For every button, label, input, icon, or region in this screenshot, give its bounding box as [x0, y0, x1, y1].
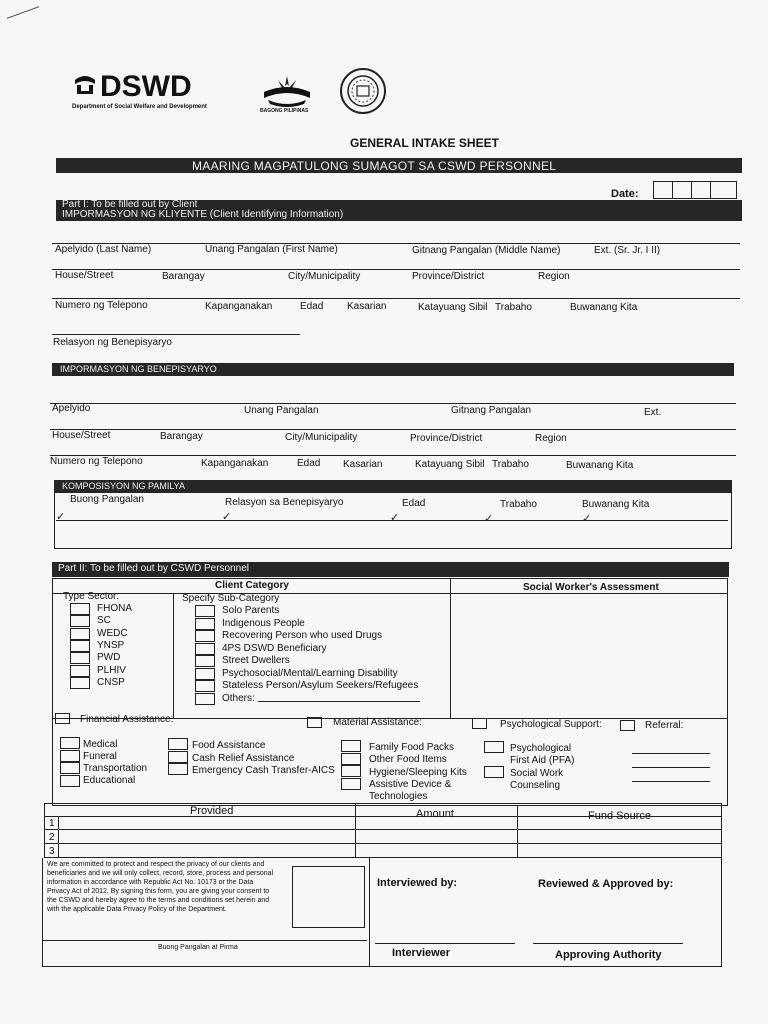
subcategory-6-label: Stateless Person/Asylum Seekers/Refugees — [222, 680, 419, 691]
family-income-header: Buwanang Kita — [582, 499, 650, 510]
sector-sc-label: SC — [97, 615, 111, 627]
date-box-4[interactable] — [710, 181, 737, 199]
subcategory-0-label: Solo Parents — [222, 605, 280, 616]
assist-banner-text: MAARING MAGPATULONG SUMAGOT SA CSWD PERSONNEL — [192, 159, 557, 173]
psych-item-2-checkbox[interactable] — [484, 766, 504, 778]
material-item-2-checkbox[interactable] — [341, 765, 361, 777]
beneficiary-occupation-label: Trabaho — [492, 459, 529, 470]
family-title: KOMPOSISYON NG PAMILYA — [62, 481, 186, 491]
material-item-1-checkbox[interactable] — [341, 753, 361, 765]
beneficiary-name-line[interactable] — [50, 403, 736, 404]
beneficiary-age-label: Edad — [297, 458, 321, 469]
client-birthdate-label: Kapanganakan — [205, 301, 273, 312]
type-sector-label: Type Sector: — [63, 591, 120, 602]
psychological-support-label: Psychological Support: — [500, 719, 602, 730]
client-address-line[interactable] — [52, 269, 740, 270]
part1-label: Part I: To be filled out by Client — [62, 200, 198, 210]
client-first-name-label: Unang Pangalan (First Name) — [205, 244, 338, 255]
part1-bar — [56, 200, 742, 221]
interviewed-by-label: Interviewed by: — [377, 877, 458, 889]
assist-banner — [56, 158, 742, 173]
beneficiary-birthdate-label: Kapanganakan — [201, 458, 269, 469]
client-occupation-label: Trabaho — [495, 302, 532, 313]
form-title: GENERAL INTAKE SHEET — [350, 136, 499, 150]
material-assistance-checkbox[interactable] — [307, 717, 322, 728]
interviewer-sign-line[interactable] — [375, 943, 515, 944]
social-worker-heading: Social Worker's Assessment — [523, 582, 659, 593]
food-item-1-label: Cash Relief Assistance — [192, 752, 295, 764]
psych-item-0-checkbox[interactable] — [484, 741, 504, 753]
beneficiary-province-label: Province/District — [410, 433, 483, 444]
food-item-1-checkbox[interactable] — [168, 751, 188, 763]
material-item-0-checkbox[interactable] — [341, 740, 361, 752]
subcategory-4-checkbox[interactable] — [195, 655, 215, 667]
category-header-line — [52, 593, 728, 594]
beneficiary-barangay-label: Barangay — [160, 431, 203, 442]
material-item-0-label: Family Food Packs — [369, 742, 455, 753]
subcategory-3-label: 4PS DSWD Beneficiary — [222, 642, 327, 654]
others-line[interactable] — [258, 701, 420, 702]
financial-assistance-label: Financial Assistance: — [80, 714, 174, 725]
sector-wedc-label: WEDC — [97, 627, 128, 639]
bagong-pilipinas-icon — [258, 74, 316, 108]
family-name-header: Buong Pangalan — [70, 494, 144, 505]
client-region-label: Region — [538, 271, 570, 282]
city-seal-icon — [334, 66, 392, 116]
family-relation-header: Relasyon sa Benepisyaryo — [225, 497, 344, 508]
bagong-pilipinas-text: BAGONG PILIPINAS — [260, 108, 309, 114]
subcategory-4-label: Street Dwellers — [222, 655, 290, 666]
beneficiary-last-name-label: Apelyido — [52, 403, 91, 414]
client-name-line[interactable] — [52, 243, 740, 244]
beneficiary-phone-label: Numero ng Telepono — [50, 456, 143, 467]
subcategory-1-checkbox[interactable] — [195, 618, 215, 630]
client-civil-status-label: Katayuang Sibil — [418, 302, 488, 313]
part2-bar — [52, 562, 729, 577]
approver-sign-line[interactable] — [533, 943, 683, 944]
row-number-1: 1 — [49, 818, 55, 829]
financial-item-1-label: Funeral — [83, 751, 117, 762]
subcategory-7-checkbox[interactable] — [195, 693, 215, 705]
date-box-3[interactable] — [691, 181, 711, 199]
sector-fhona-checkbox[interactable] — [70, 603, 90, 615]
referral-label: Referral: — [645, 720, 684, 731]
date-box-1[interactable] — [653, 181, 673, 199]
referral-checkbox[interactable] — [620, 720, 635, 731]
tick-mark-icon: ✓ — [484, 513, 494, 525]
scan-mark — [7, 6, 39, 19]
category-divider — [450, 578, 451, 718]
sector-pwd-label: PWD — [97, 652, 121, 664]
financial-item-2-checkbox[interactable] — [60, 762, 80, 774]
sector-cnsp-checkbox[interactable] — [70, 677, 90, 689]
subcategory-5-checkbox[interactable] — [195, 668, 215, 680]
material-item-4-label: Technologies — [369, 791, 428, 803]
client-age-label: Edad — [300, 301, 324, 312]
sector-fhona-label: FHONA — [97, 603, 132, 614]
sector-sc-checkbox[interactable] — [70, 615, 90, 627]
psych-item-2-label: Social Work — [510, 767, 564, 779]
beneficiary-personal-line[interactable] — [50, 455, 736, 456]
beneficiary-civil-status-label: Katayuang Sibil — [415, 459, 485, 470]
referral-line-2[interactable] — [632, 767, 710, 768]
food-item-0-checkbox[interactable] — [168, 738, 188, 750]
footer-divider — [369, 858, 370, 966]
part1-section-title: IMPORMASYON NG KLIYENTE (Client Identifying Information) — [62, 209, 344, 220]
client-sex-label: Kasarian — [347, 301, 387, 312]
client-relation-line[interactable] — [52, 334, 300, 335]
financial-item-2-label: Transportation — [83, 763, 148, 774]
beneficiary-title: IMPORMASYON NG BENEPISYARYO — [60, 364, 217, 374]
signature-line[interactable] — [42, 940, 367, 941]
financial-item-0-label: Medical — [83, 739, 118, 750]
row-number-3: 3 — [49, 846, 55, 857]
bagong-pilipinas-logo — [258, 74, 316, 114]
material-item-1-label: Other Food Items — [369, 754, 447, 766]
subcategory-1-label: Indigenous People — [222, 617, 305, 629]
row-number-2: 2 — [49, 832, 55, 843]
psychological-support-checkbox[interactable] — [472, 718, 487, 729]
beneficiary-ext-label: Ext. — [644, 407, 662, 418]
financial-assistance-checkbox[interactable] — [55, 713, 70, 724]
subcategory-2-label: Recovering Person who used Drugs — [222, 630, 383, 641]
family-occupation-header: Trabaho — [500, 499, 537, 510]
photo-box[interactable] — [292, 866, 365, 928]
provided-header: Provided — [190, 805, 234, 817]
psych-item-3-label: Counseling — [510, 779, 561, 791]
material-item-3-label: Assistive Device & — [369, 778, 452, 790]
dswd-emblem-icon — [72, 74, 98, 100]
sector-cnsp-label: CNSP — [97, 676, 125, 688]
tick-mark-icon: ✓ — [56, 511, 66, 523]
client-last-name-label: Apelyido (Last Name) — [55, 244, 152, 255]
provided-col-divider — [355, 803, 356, 858]
client-income-label: Buwanang Kita — [570, 302, 638, 313]
financial-item-0-checkbox[interactable] — [60, 737, 80, 749]
material-item-2-label: Hygiene/Sleeping Kits — [369, 766, 467, 778]
food-item-2-checkbox[interactable] — [168, 763, 188, 775]
beneficiary-region-label: Region — [535, 433, 567, 444]
tick-mark-icon: ✓ — [390, 512, 400, 524]
client-ext-label: Ext. (Sr. Jr. I II) — [594, 245, 661, 256]
financial-item-1-checkbox[interactable] — [60, 750, 80, 762]
financial-item-3-label: Educational — [83, 775, 136, 786]
client-relation-label: Relasyon ng Benepisyaryo — [53, 337, 172, 348]
subcategory-5-label: Psychosocial/Mental/Learning Disability — [222, 667, 398, 679]
material-item-3-checkbox[interactable] — [341, 778, 361, 790]
interviewer-label: Interviewer — [392, 947, 451, 959]
client-province-label: Province/District — [412, 271, 485, 282]
food-item-0-label: Food Assistance — [192, 740, 266, 751]
provided-row-line-1 — [44, 829, 722, 830]
client-city-label: City/Municipality — [288, 271, 361, 282]
subcategory-3-checkbox[interactable] — [195, 643, 215, 655]
beneficiary-sex-label: Kasarian — [343, 459, 383, 470]
sector-ynsp-label: YNSP — [97, 639, 125, 651]
sector-divider — [173, 593, 174, 718]
referral-line-1[interactable] — [632, 753, 710, 754]
food-item-2-label: Emergency Cash Transfer-AICS — [192, 765, 335, 776]
subcategory-0-checkbox[interactable] — [195, 605, 215, 617]
beneficiary-middle-name-label: Gitnang Pangalan — [451, 405, 532, 416]
row-number-divider — [58, 816, 59, 858]
beneficiary-income-label: Buwanang Kita — [566, 460, 634, 471]
family-bar — [54, 480, 731, 493]
provided-row-line-2 — [44, 843, 722, 844]
approving-authority-label: Approving Authority — [555, 949, 662, 961]
specify-subcategory-label: Specify Sub-Category — [182, 593, 280, 604]
signature-label: Buong Pangalan at Pirma — [158, 944, 238, 951]
beneficiary-bar — [52, 363, 734, 376]
subcategory-6-checkbox[interactable] — [195, 680, 215, 692]
client-phone-label: Numero ng Telepono — [55, 300, 148, 311]
material-assistance-label: Material Assistance: — [333, 717, 422, 728]
sector-pwd-checkbox[interactable] — [70, 652, 90, 664]
beneficiary-first-name-label: Unang Pangalan — [244, 405, 319, 416]
beneficiary-city-label: City/Municipality — [285, 432, 358, 443]
referral-line-3[interactable] — [632, 781, 710, 782]
seal-logo — [334, 66, 392, 121]
privacy-notice: We are committed to protect and respect the privacy of our clients and beneficiaries and we will only collect, record, store, process and personal information in accordance with Republic Act No. 10173 or the Data Privacy Act of 2012. By signing this form, you are giving your consent to the CSWD and hereby agree to the terms and conditions set herein and with the applicable Data Privacy Policy of the Department. — [47, 861, 274, 913]
subcategory-7-label: Others: — [222, 692, 255, 704]
amount-header: Amount — [416, 808, 454, 820]
reviewed-by-label: Reviewed & Approved by: — [538, 878, 674, 890]
date-box-2[interactable] — [672, 181, 692, 199]
amount-col-divider — [517, 805, 518, 858]
beneficiary-house-label: House/Street — [52, 430, 111, 441]
dswd-logo-text: DSWD — [100, 70, 192, 103]
psych-item-1-label: First Aid (PFA) — [510, 755, 575, 767]
client-barangay-label: Barangay — [162, 271, 205, 282]
psych-item-0-label: Psychological — [510, 743, 572, 754]
sector-ynsp-checkbox[interactable] — [70, 640, 90, 652]
client-house-label: House/Street — [55, 270, 114, 281]
tick-mark-icon: ✓ — [222, 511, 232, 523]
client-personal-line[interactable] — [52, 298, 740, 299]
date-label: Date: — [611, 188, 639, 200]
client-middle-name-label: Gitnang Pangalan (Middle Name) — [412, 245, 561, 256]
subcategory-2-checkbox[interactable] — [195, 630, 215, 642]
part2-label: Part II: To be filled out by CSWD Personnel — [58, 563, 250, 574]
family-age-header: Edad — [402, 498, 426, 509]
dswd-logo-subtitle: Department of Social Welfare and Development — [72, 104, 207, 110]
sector-plhiv-checkbox[interactable] — [70, 665, 90, 677]
sector-wedc-checkbox[interactable] — [70, 628, 90, 640]
tick-mark-icon: ✓ — [582, 513, 592, 525]
financial-item-3-checkbox[interactable] — [60, 775, 80, 787]
sector-plhiv-label: PLHIV — [97, 664, 126, 676]
client-category-heading: Client Category — [215, 580, 289, 591]
beneficiary-address-line[interactable] — [50, 429, 736, 430]
fund-source-header: Fund Source — [588, 810, 651, 822]
